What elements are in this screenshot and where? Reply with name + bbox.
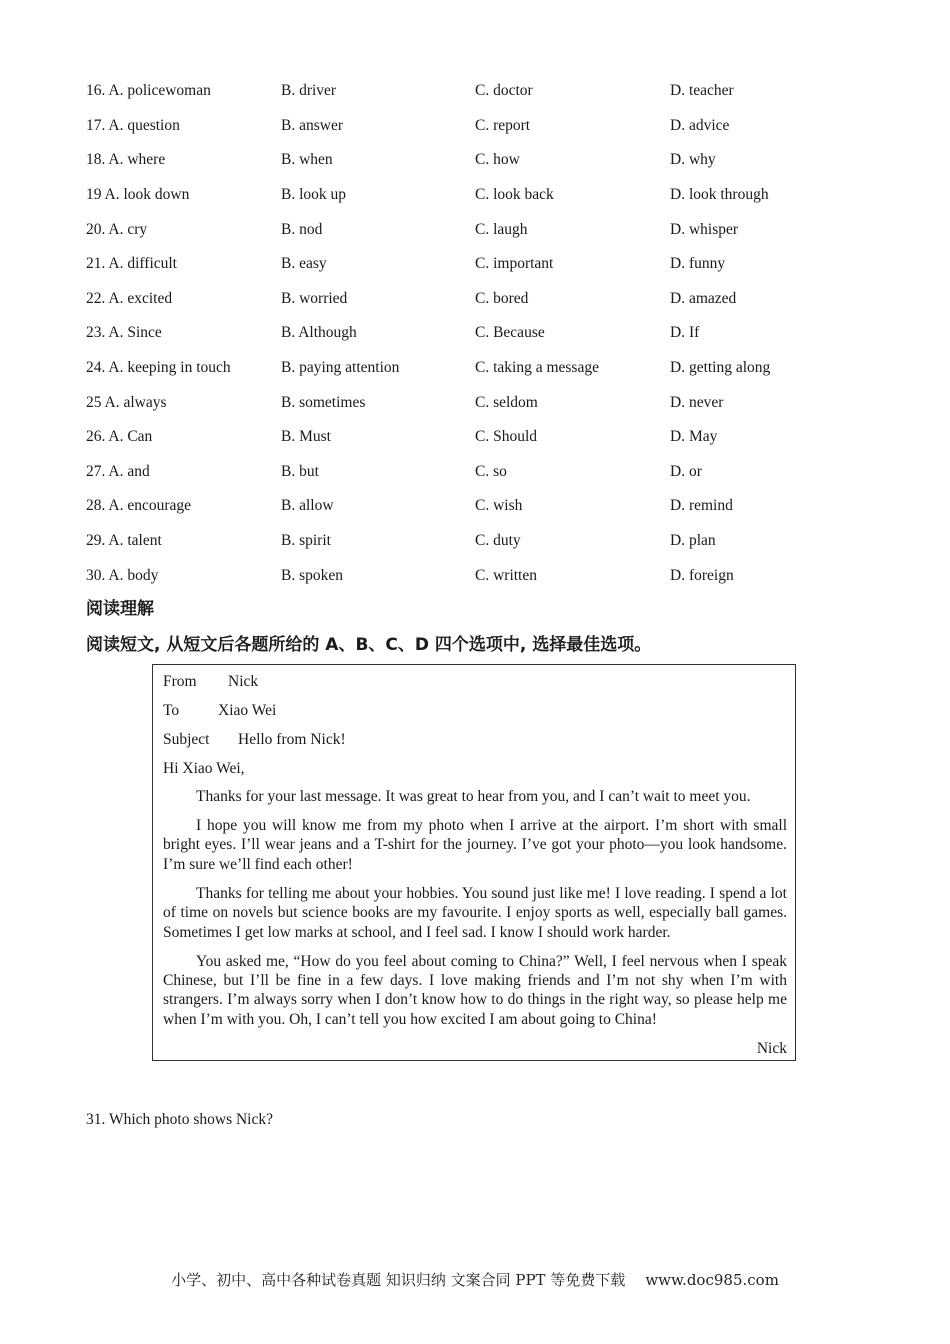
option-b: B. paying attention	[281, 359, 400, 377]
footer-text: 小学、初中、高中各种试卷真题 知识归纳 文案合同 PPT 等免费下载	[171, 1271, 626, 1289]
question-row	[86, 455, 806, 490]
option-b: B. spirit	[281, 532, 331, 550]
option-c: C. important	[475, 255, 554, 273]
option-b: B. look up	[281, 186, 347, 204]
option-a: 26. A. Can	[86, 428, 153, 446]
option-b: B. but	[281, 462, 319, 480]
email-signature: Nick	[756, 1039, 787, 1057]
question-31: 31. Which photo shows Nick?	[86, 1111, 273, 1128]
email-to-label: To	[163, 702, 180, 719]
option-d: D. teacher	[670, 82, 734, 100]
footer-url: www.doc985.com	[645, 1271, 779, 1289]
option-b: B. allow	[281, 497, 334, 515]
option-c: C. bored	[475, 289, 529, 307]
question-row	[86, 316, 806, 351]
option-d: D. never	[670, 393, 724, 411]
email-paragraph: Thanks for telling me about your hobbies. You sound just like me! I love reading. I spend a lot of time on novels but science books are my favourite. I enjoy sports as well, especially ball games. Sometimes I get low marks at school, and I feel sad. I know I should work harder.	[163, 884, 787, 941]
option-a: 30. A. body	[86, 566, 159, 584]
option-c: C. report	[475, 116, 531, 134]
option-a: 27. A. and	[86, 462, 150, 480]
option-d: D. look through	[670, 186, 769, 204]
option-c: C. wish	[475, 497, 523, 515]
option-c: C. written	[475, 566, 537, 584]
question-row	[86, 420, 806, 455]
option-d: D. funny	[670, 255, 726, 273]
option-d: D. or	[670, 462, 702, 480]
option-c: C. Should	[475, 428, 538, 446]
option-b: B. driver	[281, 82, 337, 100]
email-from-row	[163, 671, 787, 700]
option-b: B. Must	[281, 428, 331, 446]
email-from-label: From	[163, 673, 197, 690]
option-b: B. easy	[281, 255, 327, 273]
email-paragraph: Thanks for your last message. It was great to hear from you, and I can’t wait to meet you.	[196, 788, 751, 805]
option-c: C. look back	[475, 186, 554, 204]
email-greeting: Hi Xiao Wei,	[163, 760, 245, 777]
option-d: D. why	[670, 151, 716, 169]
option-c: C. doctor	[475, 82, 533, 100]
option-d: D. getting along	[670, 359, 771, 377]
options-table	[86, 74, 806, 593]
option-d: D. May	[670, 428, 718, 446]
option-a: 21. A. difficult	[86, 255, 177, 273]
option-a: 23. A. Since	[86, 324, 162, 342]
question-row	[86, 143, 806, 178]
option-a: 22. A. excited	[86, 289, 173, 307]
email-to-row	[163, 700, 787, 729]
option-a: 20. A. cry	[86, 220, 148, 238]
option-c: C. laugh	[475, 220, 528, 238]
question-row	[86, 212, 806, 247]
option-b: B. when	[281, 151, 333, 169]
option-d: D. whisper	[670, 220, 739, 238]
option-a: 29. A. talent	[86, 532, 162, 550]
email-to-value: Xiao Wei	[218, 702, 277, 719]
option-d: D. foreign	[670, 566, 734, 584]
question-row	[86, 247, 806, 282]
question-row	[86, 489, 806, 524]
question-row	[86, 558, 806, 593]
option-c: C. taking a message	[475, 359, 599, 377]
option-a: 19 A. look down	[86, 186, 190, 204]
option-b: B. nod	[281, 220, 323, 238]
option-c: C. seldom	[475, 393, 538, 411]
email-paragraph: I hope you will know me from my photo when I arrive at the airport. I’m short with small bright eyes. I’ll wear jeans and a T-shirt for the journey. I’ve got your photo—you look handsome. I’m sure we’ll find each other!	[163, 817, 787, 873]
email-subject-label: Subject	[163, 731, 210, 748]
option-d: D. plan	[670, 532, 716, 550]
option-d: D. amazed	[670, 289, 737, 307]
option-a: 16. A. policewoman	[86, 82, 211, 100]
option-a: 18. A. where	[86, 151, 166, 169]
option-a: 24. A. keeping in touch	[86, 359, 231, 377]
option-c: C. so	[475, 462, 507, 480]
question-row	[86, 74, 806, 109]
section-title: 阅读理解	[86, 599, 154, 619]
option-a: 25 A. always	[86, 393, 167, 411]
option-d: D. If	[670, 324, 700, 342]
option-b: B. Although	[281, 324, 357, 342]
page-footer	[0, 1269, 950, 1290]
option-b: B. spoken	[281, 566, 343, 584]
email-from-value: Nick	[228, 673, 259, 690]
question-row	[86, 524, 806, 559]
option-c: C. duty	[475, 532, 521, 550]
question-row	[86, 282, 806, 317]
question-row	[86, 178, 806, 213]
option-c: C. how	[475, 151, 520, 169]
email-subject-value: Hello from Nick!	[238, 731, 346, 748]
option-b: B. answer	[281, 116, 343, 134]
question-row	[86, 109, 806, 144]
question-row	[86, 385, 806, 420]
option-a: 17. A. question	[86, 116, 180, 134]
option-b: B. worried	[281, 289, 348, 307]
email-box	[152, 664, 796, 1061]
option-d: D. remind	[670, 497, 733, 515]
option-b: B. sometimes	[281, 393, 366, 411]
email-subject-row	[163, 729, 787, 758]
option-d: D. advice	[670, 116, 730, 134]
email-paragraph: You asked me, “How do you feel about coming to China?” Well, I feel nervous when I speak Chinese, but I’ll be fine in a few days. I love making friends and I’m not shy when I’m with strangers. I’m always sorry when I don’t know how to do things in the right way, so please help me when I’m with you. Oh, I can’t tell you how excited I am about going to China!	[163, 952, 787, 1028]
question-row	[86, 351, 806, 386]
instruction-text: 阅读短文, 从短文后各题所给的 A、B、C、D 四个选项中, 选择最佳选项。	[86, 635, 652, 655]
option-c: C. Because	[475, 324, 545, 342]
option-a: 28. A. encourage	[86, 497, 192, 515]
